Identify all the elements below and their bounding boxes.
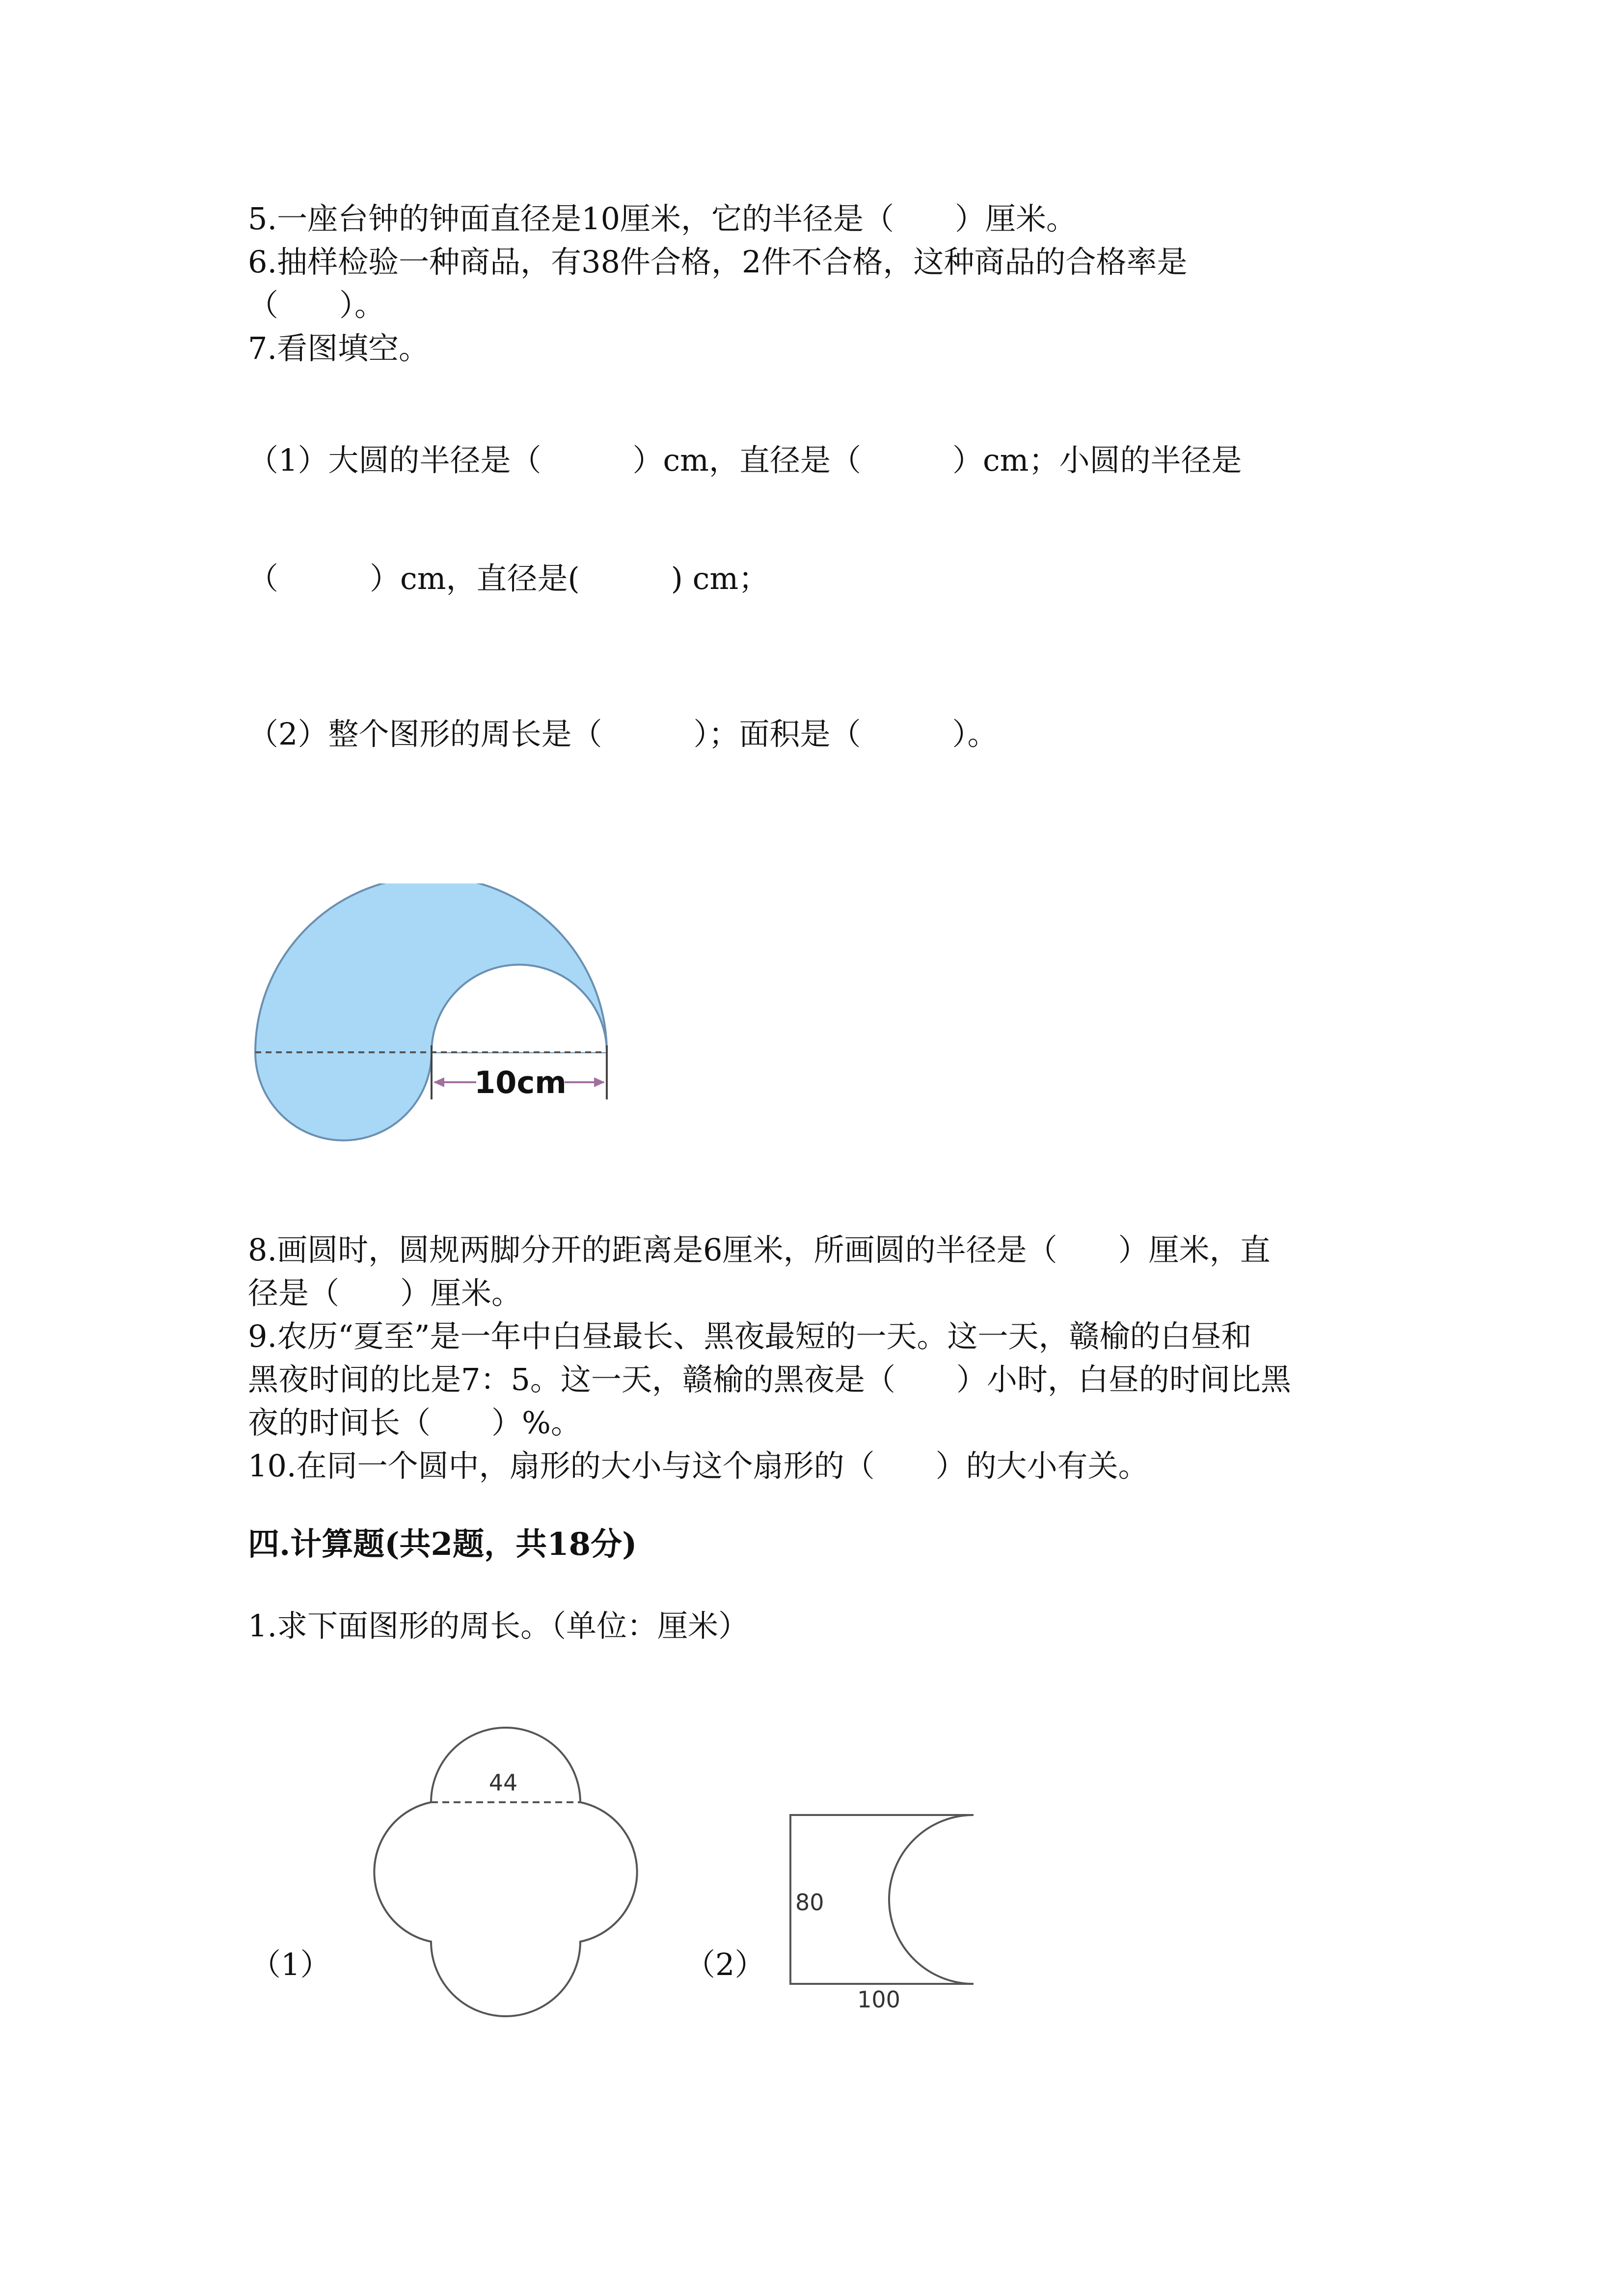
section-4-title: 四.计算题(共2题，共18分) bbox=[248, 1526, 637, 1563]
question-7-part-2: （2）整个图形的周长是（ ）；面积是（ ）。 bbox=[248, 716, 998, 752]
calc-question-1: 1.求下面图形的周长。（单位：厘米） bbox=[248, 1608, 749, 1644]
question-7-part-1-line-1: （1）大圆的半径是（ ）cm，直径是（ ）cm；小圆的半径是 bbox=[248, 442, 1242, 478]
question-6-line-1: 6.抽样检验一种商品，有38件合格，2件不合格，这种商品的合格率是 bbox=[248, 244, 1188, 280]
question-9-line-3: 夜的时间长（ ）%。 bbox=[248, 1405, 581, 1441]
semicircle-figure bbox=[245, 883, 628, 1158]
question-7-part-1-line-2: （ ）cm，直径是( ) cm； bbox=[248, 561, 769, 596]
question-5: 5.一座台钟的钟面直径是10厘米，它的半径是（ ）厘米。 bbox=[248, 201, 1077, 237]
four-arc-figure bbox=[353, 1718, 658, 2022]
figure-1-label: （1） bbox=[250, 1947, 331, 1982]
figure-2-height: 80 bbox=[795, 1889, 824, 1916]
question-10: 10.在同一个圆中，扇形的大小与这个扇形的（ ）的大小有关。 bbox=[248, 1448, 1149, 1484]
question-6-line-2: （ ）。 bbox=[248, 287, 385, 323]
rectangle-with-arc-figure bbox=[776, 1801, 1001, 2022]
question-9-line-2: 黑夜时间的比是7：5。这一天，赣榆的黑夜是（ ）小时，白昼的时间比黑 bbox=[248, 1362, 1291, 1397]
figure-1-dimension: 44 bbox=[488, 1769, 518, 1796]
question-8-line-2: 径是（ ）厘米。 bbox=[248, 1275, 522, 1311]
dimension-label: 10cm bbox=[474, 1065, 567, 1100]
figure-2-width: 100 bbox=[857, 1986, 900, 2013]
question-8-line-1: 8.画圆时，圆规两脚分开的距离是6厘米，所画圆的半径是（ ）厘米，直 bbox=[248, 1232, 1271, 1268]
dimension-arrowhead-left bbox=[433, 1077, 444, 1087]
figure-2-label: （2） bbox=[685, 1947, 765, 1982]
question-7: 7.看图填空。 bbox=[248, 330, 430, 366]
question-9-line-1: 9.农历“夏至”是一年中白昼最长、黑夜最短的一天。这一天，赣榆的白昼和 bbox=[248, 1318, 1252, 1354]
dimension-arrowhead-right bbox=[594, 1077, 605, 1087]
